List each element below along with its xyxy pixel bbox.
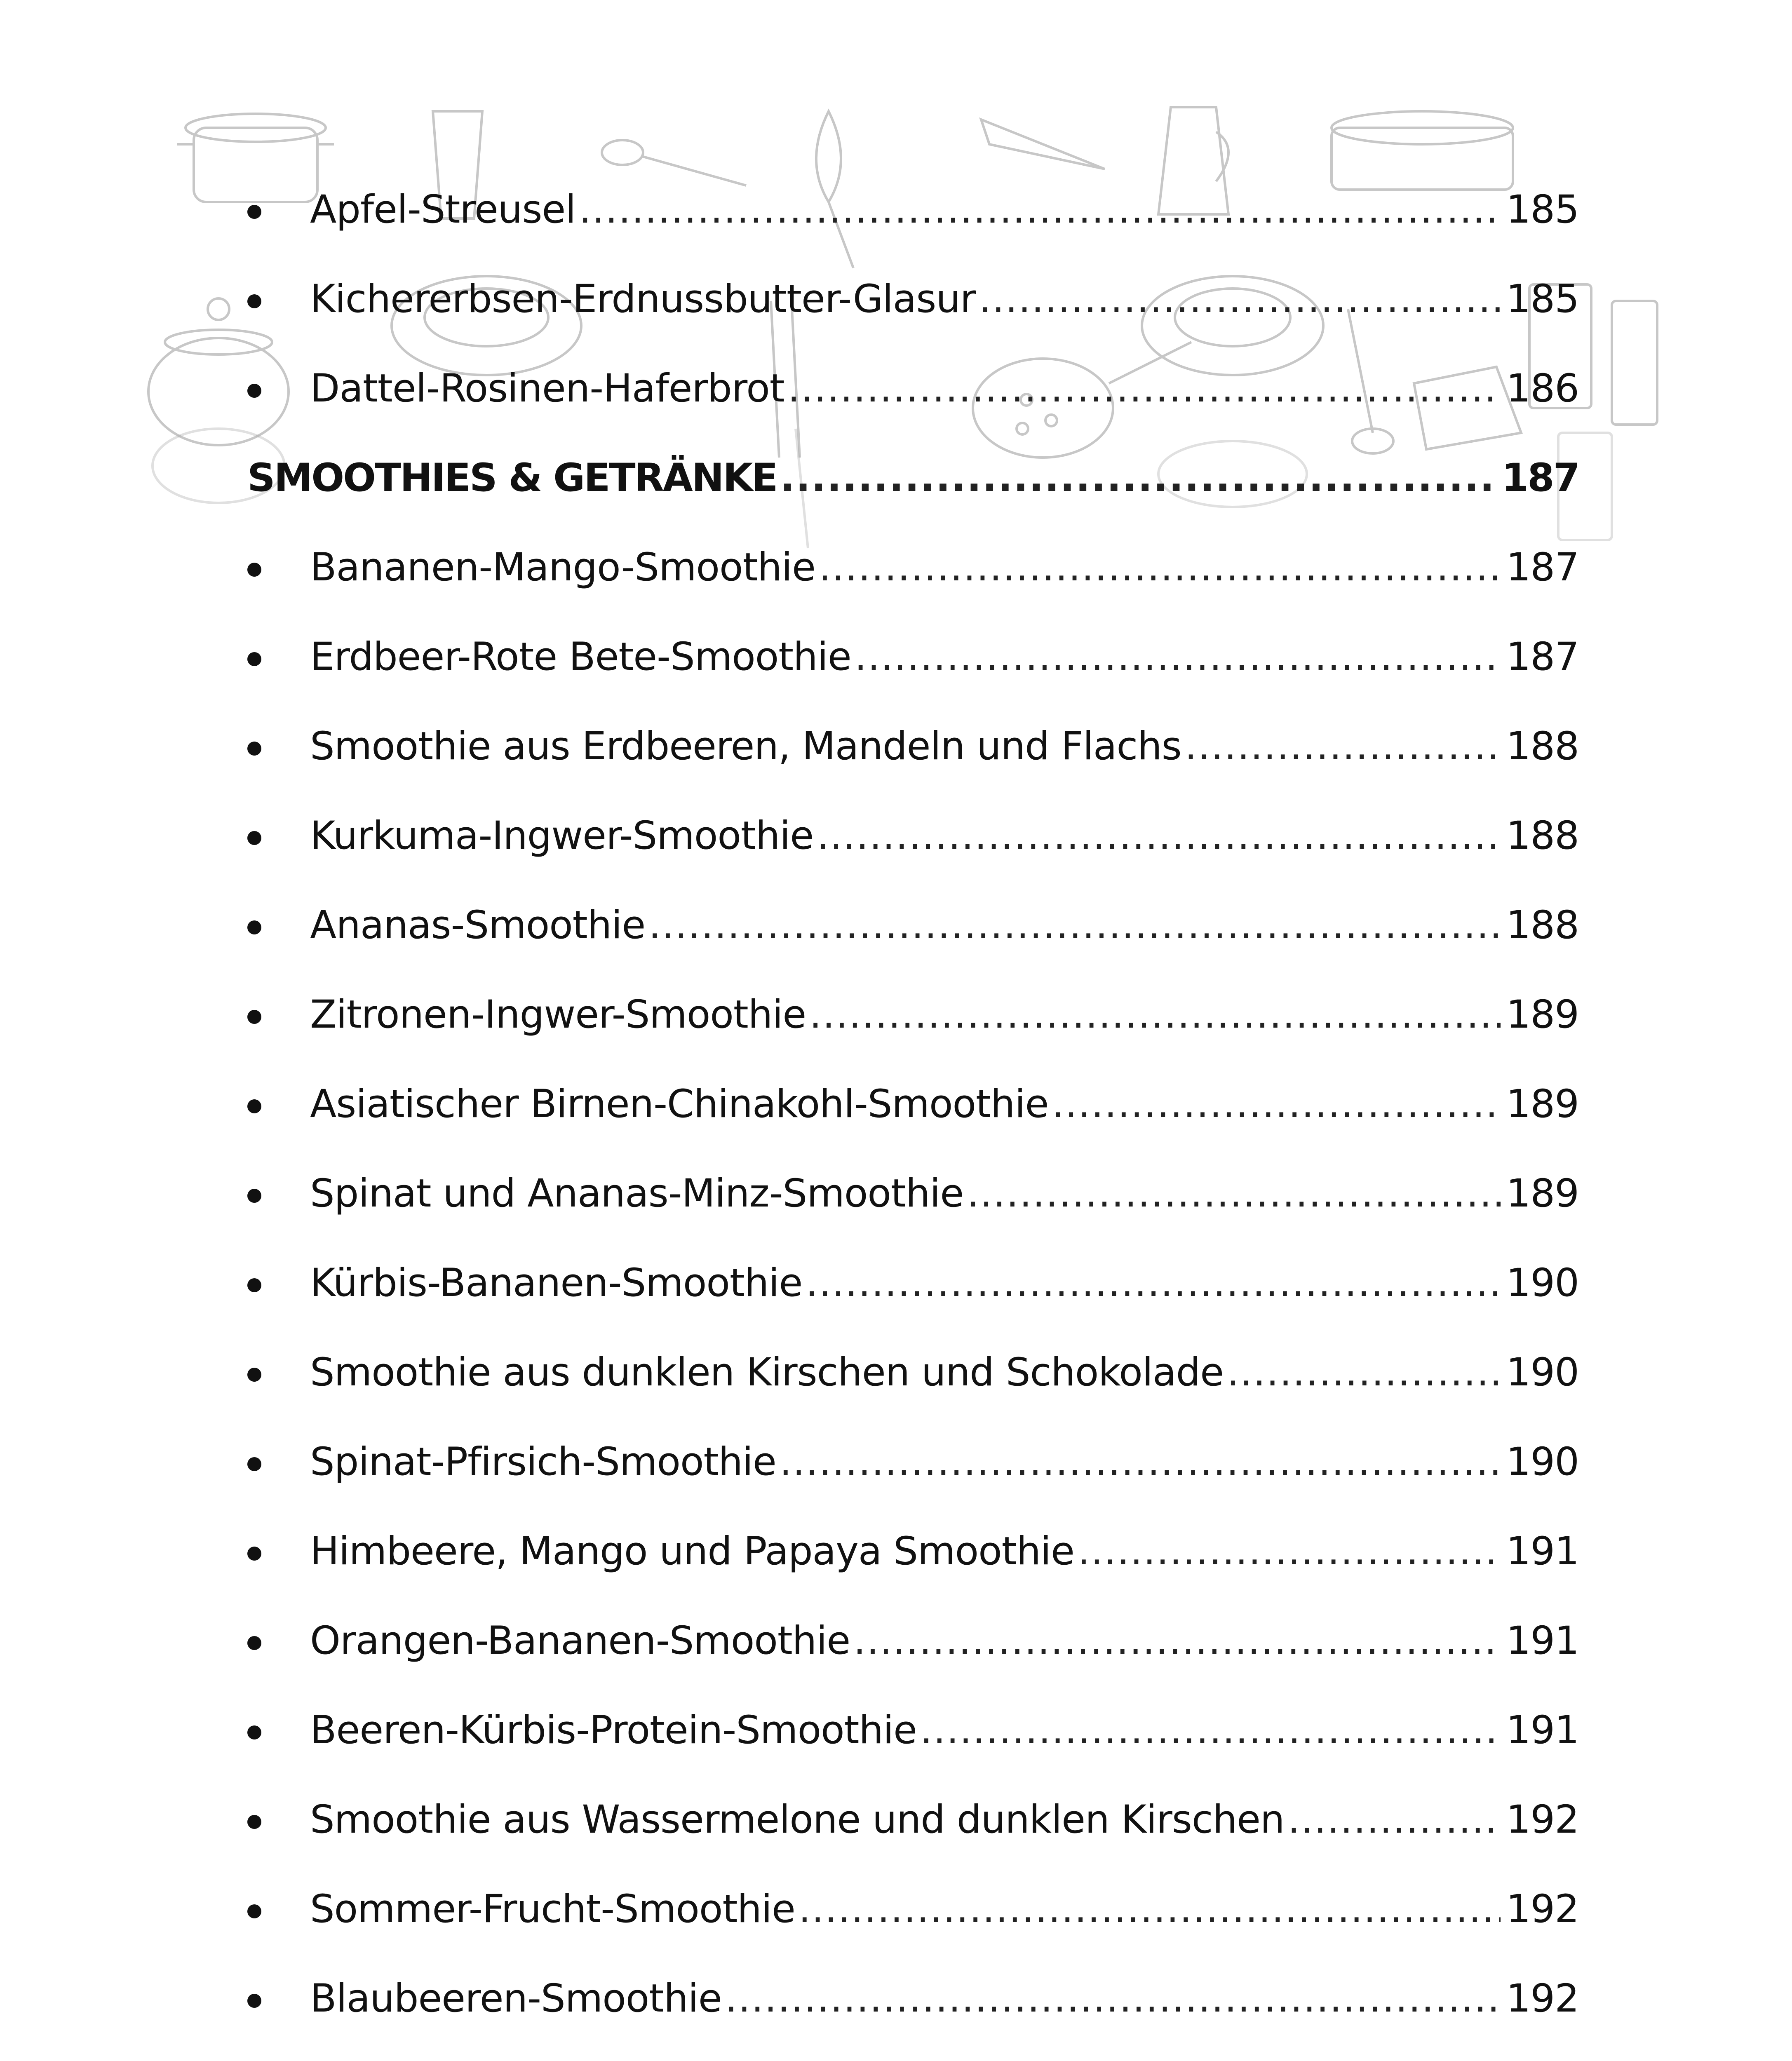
toc-entry[interactable] bbox=[247, 1685, 1579, 1775]
bullet-icon bbox=[247, 1278, 261, 1292]
toc-entry-line bbox=[310, 1618, 1579, 1663]
bullet-icon bbox=[247, 652, 261, 666]
toc-entry-line bbox=[310, 902, 1579, 948]
toc-entry-title: Ananas-Smoothie bbox=[310, 902, 646, 948]
dot-leader bbox=[920, 1711, 1501, 1750]
toc-entry-line bbox=[310, 1707, 1579, 1753]
toc-entry[interactable] bbox=[247, 880, 1579, 970]
dot-leader bbox=[806, 1264, 1500, 1303]
toc-entry[interactable] bbox=[247, 612, 1579, 702]
dot-leader bbox=[648, 906, 1500, 945]
toc-entry-title: Kichererbsen-Erdnussbutter-Glasur bbox=[310, 276, 976, 322]
dot-leader bbox=[1078, 1532, 1501, 1571]
toc-entry-title: Dattel-Rosinen-Haferbrot bbox=[310, 366, 784, 411]
toc-entry-line bbox=[310, 1886, 1579, 1932]
toc-entry-title: Zitronen-Ingwer-Smoothie bbox=[310, 992, 806, 1037]
toc-entry[interactable] bbox=[247, 523, 1579, 612]
toc-entry-line bbox=[310, 1439, 1579, 1484]
toc-entry-line bbox=[310, 1081, 1579, 1127]
toc-page-number: 190 bbox=[1506, 1260, 1579, 1305]
toc-entry[interactable] bbox=[247, 344, 1579, 433]
toc-page-number: 192 bbox=[1506, 1886, 1579, 1932]
toc-page-number: 190 bbox=[1506, 1350, 1579, 1395]
toc-entry[interactable] bbox=[247, 165, 1579, 254]
toc-entry[interactable] bbox=[247, 1864, 1579, 1954]
knife-icon bbox=[981, 120, 1105, 169]
dot-leader bbox=[855, 638, 1501, 676]
bullet-icon bbox=[247, 1189, 261, 1203]
toc-entry[interactable] bbox=[247, 1507, 1579, 1596]
toc-entry-line bbox=[310, 1797, 1579, 1842]
bullet-icon bbox=[247, 920, 261, 934]
toc-entry-line bbox=[310, 1260, 1579, 1305]
toc-entry[interactable] bbox=[247, 1059, 1579, 1149]
dot-leader bbox=[979, 280, 1501, 319]
toc-entry[interactable] bbox=[247, 1417, 1579, 1507]
bullet-icon bbox=[247, 1994, 261, 2008]
dot-leader bbox=[788, 369, 1501, 408]
dot-leader bbox=[1052, 1085, 1500, 1124]
bullet-icon bbox=[247, 831, 261, 845]
bullet-icon bbox=[247, 294, 261, 308]
toc-page-number: 187 bbox=[1501, 455, 1579, 500]
dot-leader bbox=[579, 190, 1500, 229]
bullet-icon bbox=[247, 384, 261, 398]
bullet-icon bbox=[247, 1010, 261, 1024]
toc-entry-title: Orangen-Bananen-Smoothie bbox=[310, 1618, 850, 1663]
toc-page-number: 189 bbox=[1506, 992, 1579, 1037]
bullet-icon bbox=[247, 563, 261, 577]
dot-leader bbox=[967, 1174, 1500, 1213]
toc-section-heading[interactable] bbox=[247, 433, 1579, 523]
toc-entry[interactable] bbox=[247, 1149, 1579, 1238]
toc-page-number: 191 bbox=[1506, 1528, 1579, 1574]
dot-leader bbox=[1227, 1353, 1500, 1392]
toc-entry-title: Bananen-Mango-Smoothie bbox=[310, 545, 815, 590]
toc-entry-title: Sommer-Frucht-Smoothie bbox=[310, 1886, 795, 1932]
dot-leader bbox=[809, 995, 1500, 1034]
bullet-icon bbox=[247, 1725, 261, 1739]
toc-page-number: 185 bbox=[1506, 187, 1579, 232]
toc-entry[interactable] bbox=[247, 1238, 1579, 1328]
toc-entry[interactable] bbox=[247, 1328, 1579, 1417]
toc-entry-title: Kürbis-Bananen-Smoothie bbox=[310, 1260, 803, 1305]
dot-leader bbox=[853, 1622, 1500, 1660]
toc-entry[interactable] bbox=[247, 1954, 1579, 2043]
toc-entry-line bbox=[310, 723, 1579, 769]
dot-leader bbox=[819, 548, 1501, 587]
toc-section-title: SMOOTHIES & GETRÄNKE bbox=[247, 455, 777, 500]
toc-entry-title: Asiatischer Birnen-Chinakohl-Smoothie bbox=[310, 1081, 1049, 1127]
toc-entry[interactable] bbox=[247, 2043, 1579, 2061]
toc-entry-line bbox=[310, 1350, 1579, 1395]
toc-page-number: 186 bbox=[1506, 366, 1579, 411]
toc-entry[interactable] bbox=[247, 254, 1579, 344]
dot-leader bbox=[725, 1979, 1501, 2018]
dot-leader bbox=[1185, 727, 1501, 766]
bullet-icon bbox=[247, 1904, 261, 1918]
toc-page-number: 188 bbox=[1506, 902, 1579, 948]
toc-entry[interactable] bbox=[247, 1775, 1579, 1864]
toc-entry-title: Beeren-Kürbis-Protein-Smoothie bbox=[310, 1707, 917, 1753]
toc-page-number: 188 bbox=[1506, 723, 1579, 769]
toc-entry-line bbox=[310, 545, 1579, 590]
toc-entry-line bbox=[310, 634, 1579, 679]
bullet-icon bbox=[247, 1099, 261, 1113]
dot-leader bbox=[817, 817, 1500, 855]
toc-entry-title: Apfel-Streusel bbox=[310, 187, 576, 232]
toc-entry-title: Kurkuma-Ingwer-Smoothie bbox=[310, 813, 814, 858]
toc-entry-line bbox=[247, 455, 1579, 500]
toc-entry-line bbox=[310, 366, 1579, 411]
toc-page-number: 192 bbox=[1506, 1797, 1579, 1842]
toc-page-number: 187 bbox=[1506, 545, 1579, 590]
bullet-icon bbox=[247, 205, 261, 219]
bullet-icon bbox=[247, 1815, 261, 1829]
toc-page-number: 189 bbox=[1506, 1081, 1579, 1127]
toc-page-number: 191 bbox=[1506, 1707, 1579, 1753]
bullet-icon bbox=[247, 1457, 261, 1471]
toc-entry-line bbox=[310, 1171, 1579, 1216]
toc-entry-line bbox=[310, 992, 1579, 1037]
table-of-contents bbox=[247, 165, 1579, 2061]
toc-entry-title: Spinat-Pfirsich-Smoothie bbox=[310, 1439, 776, 1484]
toc-entry-line bbox=[310, 813, 1579, 858]
toc-entry-title: Smoothie aus Erdbeeren, Mandeln und Flachs bbox=[310, 723, 1181, 769]
bullet-icon bbox=[247, 742, 261, 756]
toc-page-number: 190 bbox=[1506, 1439, 1579, 1484]
dot-leader bbox=[1288, 1800, 1501, 1839]
dot-leader bbox=[780, 459, 1496, 498]
toc-entry-line bbox=[310, 276, 1579, 322]
toc-entry-title: Spinat und Ananas-Minz-Smoothie bbox=[310, 1171, 964, 1216]
toc-page-number: 187 bbox=[1506, 634, 1579, 679]
toc-entry-title: Erdbeer-Rote Bete-Smoothie bbox=[310, 634, 851, 679]
bullet-icon bbox=[247, 1636, 261, 1650]
toc-entry-title: Smoothie aus dunklen Kirschen und Schokolade bbox=[310, 1350, 1224, 1395]
toc-page-number: 185 bbox=[1506, 276, 1579, 322]
bullet-icon bbox=[247, 1547, 261, 1561]
toc-entry-line bbox=[310, 1976, 1579, 2021]
toc-entry-line bbox=[310, 1528, 1579, 1574]
bullet-icon bbox=[247, 1368, 261, 1382]
toc-entry-title: Smoothie aus Wassermelone und dunklen Kirschen bbox=[310, 1797, 1285, 1842]
toc-entry[interactable] bbox=[247, 791, 1579, 880]
toc-page-number: 192 bbox=[1506, 1976, 1579, 2021]
toc-entry-title: Himbeere, Mango und Papaya Smoothie bbox=[310, 1528, 1074, 1574]
toc-entry-title: Blaubeeren-Smoothie bbox=[310, 1976, 722, 2021]
toc-entry[interactable] bbox=[247, 970, 1579, 1059]
toc-entry[interactable] bbox=[247, 702, 1579, 791]
toc-page-number: 188 bbox=[1506, 813, 1579, 858]
dot-leader bbox=[799, 1890, 1501, 1929]
dot-leader bbox=[780, 1443, 1501, 1481]
toc-page-number: 189 bbox=[1506, 1171, 1579, 1216]
toc-page-number: 191 bbox=[1506, 1618, 1579, 1663]
toc-entry-line bbox=[310, 187, 1579, 232]
toc-entry[interactable] bbox=[247, 1596, 1579, 1685]
